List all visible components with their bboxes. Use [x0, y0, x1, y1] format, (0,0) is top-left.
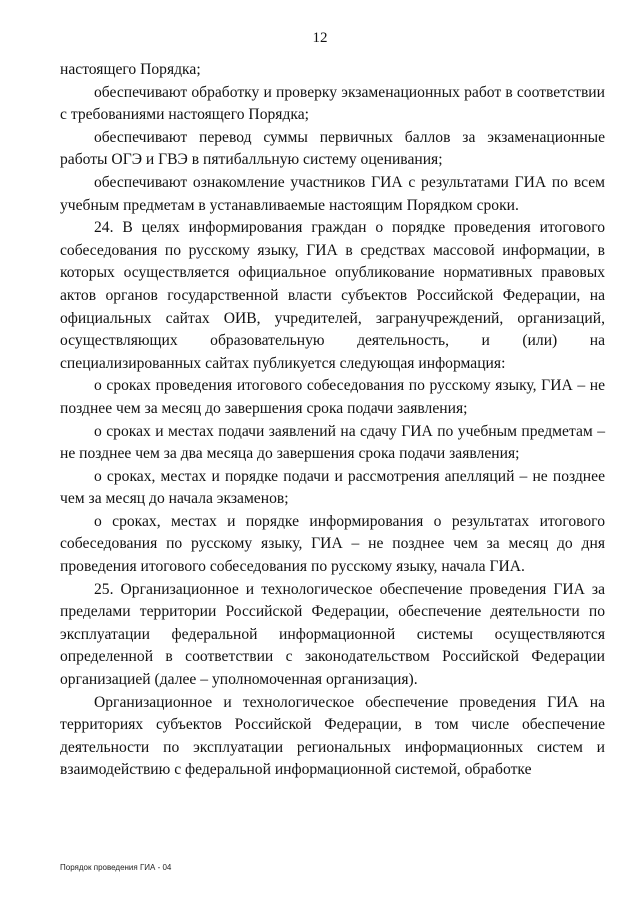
paragraph-item-24: 24. В целях информирования граждан о порядке проведения итогового собеседования по русскому языку, ГИА в средствах массовой информации, в которых осуществляется официальное опубликование нормативных правовых актов органов государственной власти субъектов Российской Федерации, на официальных сайтах ОИВ, учредителей, загранучреждений, организаций, осуществляющих образовательную деятельность, и (или) на специализированных сайтах публикуется следующая информация: — [60, 219, 605, 372]
page-footer: Порядок проведения ГИА - 04 — [60, 863, 172, 872]
paragraph: обеспечивают ознакомление участников ГИА с результатами ГИА по всем учебным предметам в устанавливаемые настоящим Порядком сроки. — [60, 173, 605, 214]
paragraph: о сроках, местах и порядке информирования о результатах итогового собеседования по русскому языку, ГИА – не позднее чем за месяц до дня проведения итогового собеседования по русскому языку, начала ГИА. — [60, 512, 605, 576]
paragraph: о сроках проведения итогового собеседования по русскому языку, ГИА – не позднее чем за месяц до завершения срока подачи заявления; — [60, 377, 605, 417]
paragraph-item-25: 25. Организационное и технологическое обеспечение проведения ГИА за пределами территории Российской Федерации, обеспечение деятельности по эксплуатации федеральной информационной системы осуществляются определенной в соответствии с законодательством Российской Федерации организацией (далее – уполномоченная организация). — [60, 580, 605, 689]
paragraph: обеспечивают перевод суммы первичных баллов за экзаменационные работы ОГЭ и ГВЭ в пятибалльную систему оценивания; — [60, 128, 605, 169]
paragraph: обеспечивают обработку и проверку экзаменационных работ в соответствии с требованиями настоящего Порядка; — [60, 83, 605, 124]
paragraph: настоящего Порядка; — [60, 61, 201, 78]
paragraph: о сроках и местах подачи заявлений на сдачу ГИА по учебным предметам – не позднее чем за два месяца до завершения срока подачи заявления; — [60, 422, 605, 463]
paragraph: Организационное и технологическое обеспечение проведения ГИА на территориях субъектов Российской Федерации, в том числе обеспечение деятельности по эксплуатации региональных информационных систем и взаимодействию с федеральной информационной системой, обработке — [60, 693, 605, 779]
document-body — [60, 59, 605, 782]
page-number: 12 — [312, 30, 328, 46]
paragraph: о сроках, местах и порядке подачи и рассмотрения апелляций – не позднее чем за месяц до начала экзаменов; — [60, 467, 605, 508]
